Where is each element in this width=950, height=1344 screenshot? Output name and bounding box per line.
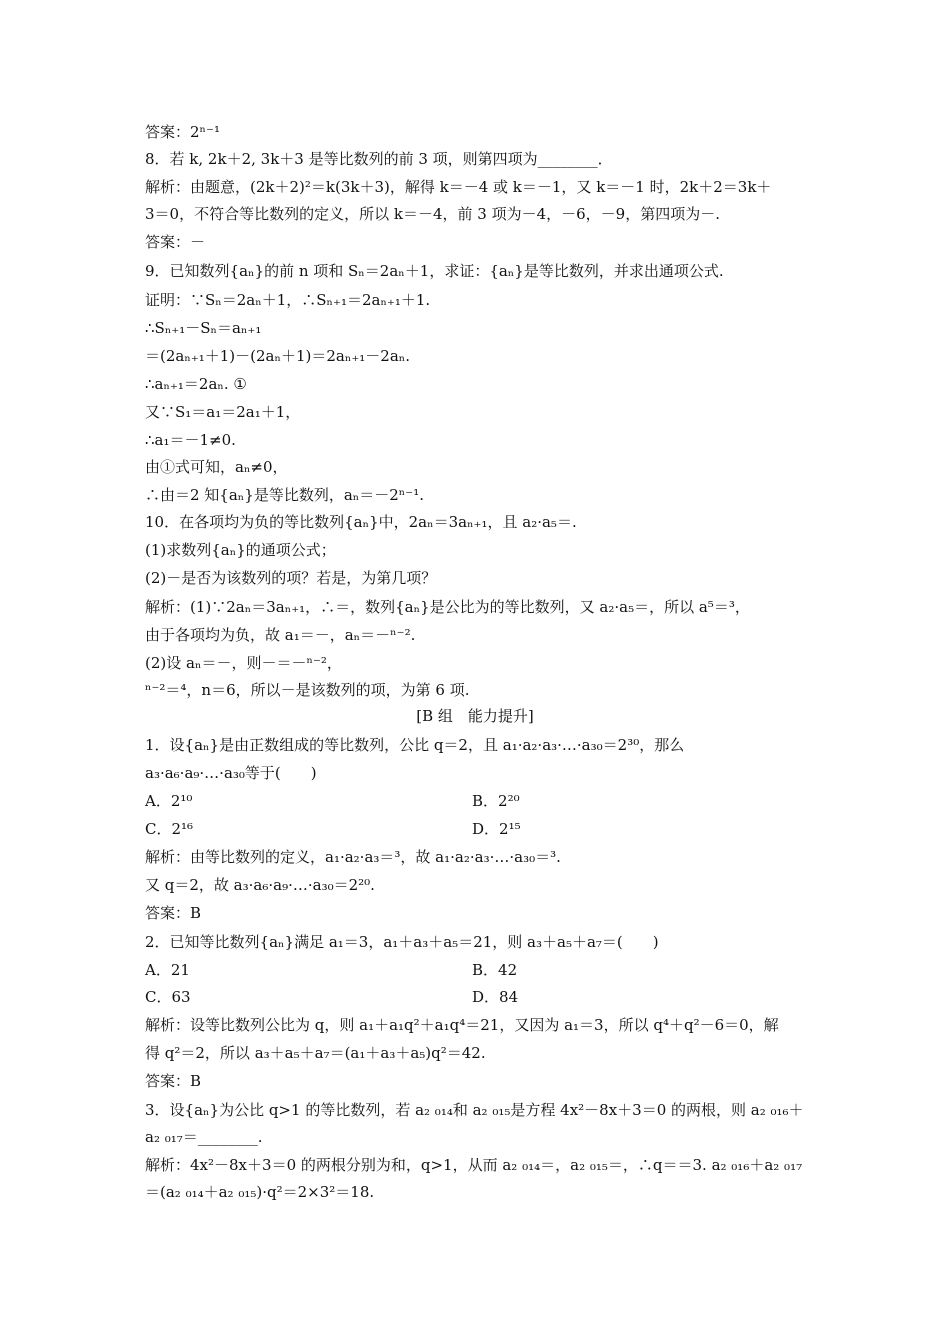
option-c: C．63 xyxy=(145,988,191,1006)
problem-b3: a₂ ₀₁₇＝________. xyxy=(145,1128,263,1146)
problem-8: 8．若 k, 2k＋2, 3k＋3 是等比数列的前 3 项，则第四项为________． xyxy=(145,150,613,168)
solution-line: 3＝0，不符合等比数列的定义，所以 k＝－4，前 3 项为－4，－6，－9，第四项为－. xyxy=(145,205,720,223)
solution-line: 解析：设等比数列公比为 q，则 a₁＋a₁q²＋a₁q⁴＝21，又因为 a₁＝3，所以 q⁴＋q²－6＝0，解 xyxy=(145,1016,779,1034)
solution-line: ⁿ⁻²＝⁴，n＝6，所以－是该数列的项，为第 6 项. xyxy=(145,681,470,699)
option-b: B．42 xyxy=(472,961,518,979)
proof-line: ＝(2aₙ₊₁＋1)－(2aₙ＋1)＝2aₙ₊₁－2aₙ. xyxy=(145,347,411,365)
answer-line: 答案：－ xyxy=(145,233,206,251)
option-c: C．2¹⁶ xyxy=(145,820,194,838)
problem-b1: a₃·a₆·a₉·…·a₃₀等于( ) xyxy=(145,764,317,782)
problem-10-part-2: (2)－是否为该数列的项？若是，为第几项？ xyxy=(145,569,437,587)
problem-10-part-1: (1)求数列{aₙ}的通项公式； xyxy=(145,541,336,559)
proof-line: ∴a₁＝－1≠0. xyxy=(145,431,236,449)
solution-line: ＝(a₂ ₀₁₄＋a₂ ₀₁₅)·q²＝2×3²＝18. xyxy=(145,1183,375,1201)
solution-line: 解析：4x²－8x＋3＝0 的两根分别为和，q>1，从而 a₂ ₀₁₄＝，a₂ ₀₁₅＝，∴q＝＝3. a₂ ₀₁₆＋a₂ ₀₁₇ xyxy=(145,1156,803,1174)
problem-b1: 1．设{aₙ}是由正数组成的等比数列，公比 q＝2，且 a₁·a₂·a₃·…·a₃₀＝2³⁰，那么 xyxy=(145,736,685,754)
problem-b2: 2．已知等比数列{aₙ}满足 a₁＝3，a₁＋a₃＋a₅＝21，则 a₃＋a₅＋a₇＝( ) xyxy=(145,933,659,951)
answer-line: 答案：B xyxy=(145,1072,202,1090)
solution-line: 得 q²＝2，所以 a₃＋a₅＋a₇＝(a₁＋a₃＋a₅)q²＝42. xyxy=(145,1044,486,1062)
answer-line: 答案：2ⁿ⁻¹ xyxy=(145,123,220,141)
solution-line: 解析：(1)∵2aₙ＝3aₙ₊₁，∴＝，数列{aₙ}是公比为的等比数列，又 a₂·a₅＝，所以 a⁵＝³， xyxy=(145,598,750,616)
proof-line: 证明：∵Sₙ＝2aₙ＋1，∴Sₙ₊₁＝2aₙ₊₁＋1. xyxy=(145,291,431,309)
option-b: B．2²⁰ xyxy=(472,792,520,810)
problem-10: 10．在各项均为负的等比数列{aₙ}中，2aₙ＝3aₙ₊₁，且 a₂·a₅＝. xyxy=(145,513,577,531)
proof-line: ∴aₙ₊₁＝2aₙ. ① xyxy=(145,375,247,393)
proof-line: 又∵S₁＝a₁＝2a₁＋1， xyxy=(145,403,301,421)
solution-line: 又 q＝2，故 a₃·a₆·a₉·…·a₃₀＝2²⁰. xyxy=(145,876,375,894)
option-d: D．2¹⁵ xyxy=(472,820,521,838)
proof-line: ∴由＝2 知{aₙ}是等比数列，aₙ＝－2ⁿ⁻¹. xyxy=(145,486,424,504)
solution-line: 由于各项均为负，故 a₁＝－，aₙ＝－ⁿ⁻². xyxy=(145,626,416,644)
option-d: D．84 xyxy=(472,988,519,1006)
answer-line: 答案：B xyxy=(145,904,202,922)
solution-line: 解析：由题意，(2k＋2)²＝k(3k＋3)，解得 k＝－4 或 k＝－1，又 k＝－1 时，2k＋2＝3k＋ xyxy=(145,178,772,196)
option-a: A．21 xyxy=(145,961,190,979)
proof-line: 由①式可知，aₙ≠0， xyxy=(145,458,288,476)
section-heading: [B 组 能力提升] xyxy=(416,707,534,725)
problem-b3: 3．设{aₙ}为公比 q>1 的等比数列，若 a₂ ₀₁₄和 a₂ ₀₁₅是方程 4x²－8x＋3＝0 的两根，则 a₂ ₀₁₆＋ xyxy=(145,1101,804,1119)
solution-line: (2)设 aₙ＝－，则－＝－ⁿ⁻²， xyxy=(145,654,342,672)
solution-line: 解析：由等比数列的定义，a₁·a₂·a₃＝³，故 a₁·a₂·a₃·…·a₃₀＝³. xyxy=(145,848,561,866)
option-a: A．2¹⁰ xyxy=(145,792,193,810)
problem-9: 9．已知数列{aₙ}的前 n 项和 Sₙ＝2aₙ＋1，求证：{aₙ}是等比数列，并求出通项公式. xyxy=(145,262,724,280)
proof-line: ∴Sₙ₊₁－Sₙ＝aₙ₊₁ xyxy=(145,319,262,337)
